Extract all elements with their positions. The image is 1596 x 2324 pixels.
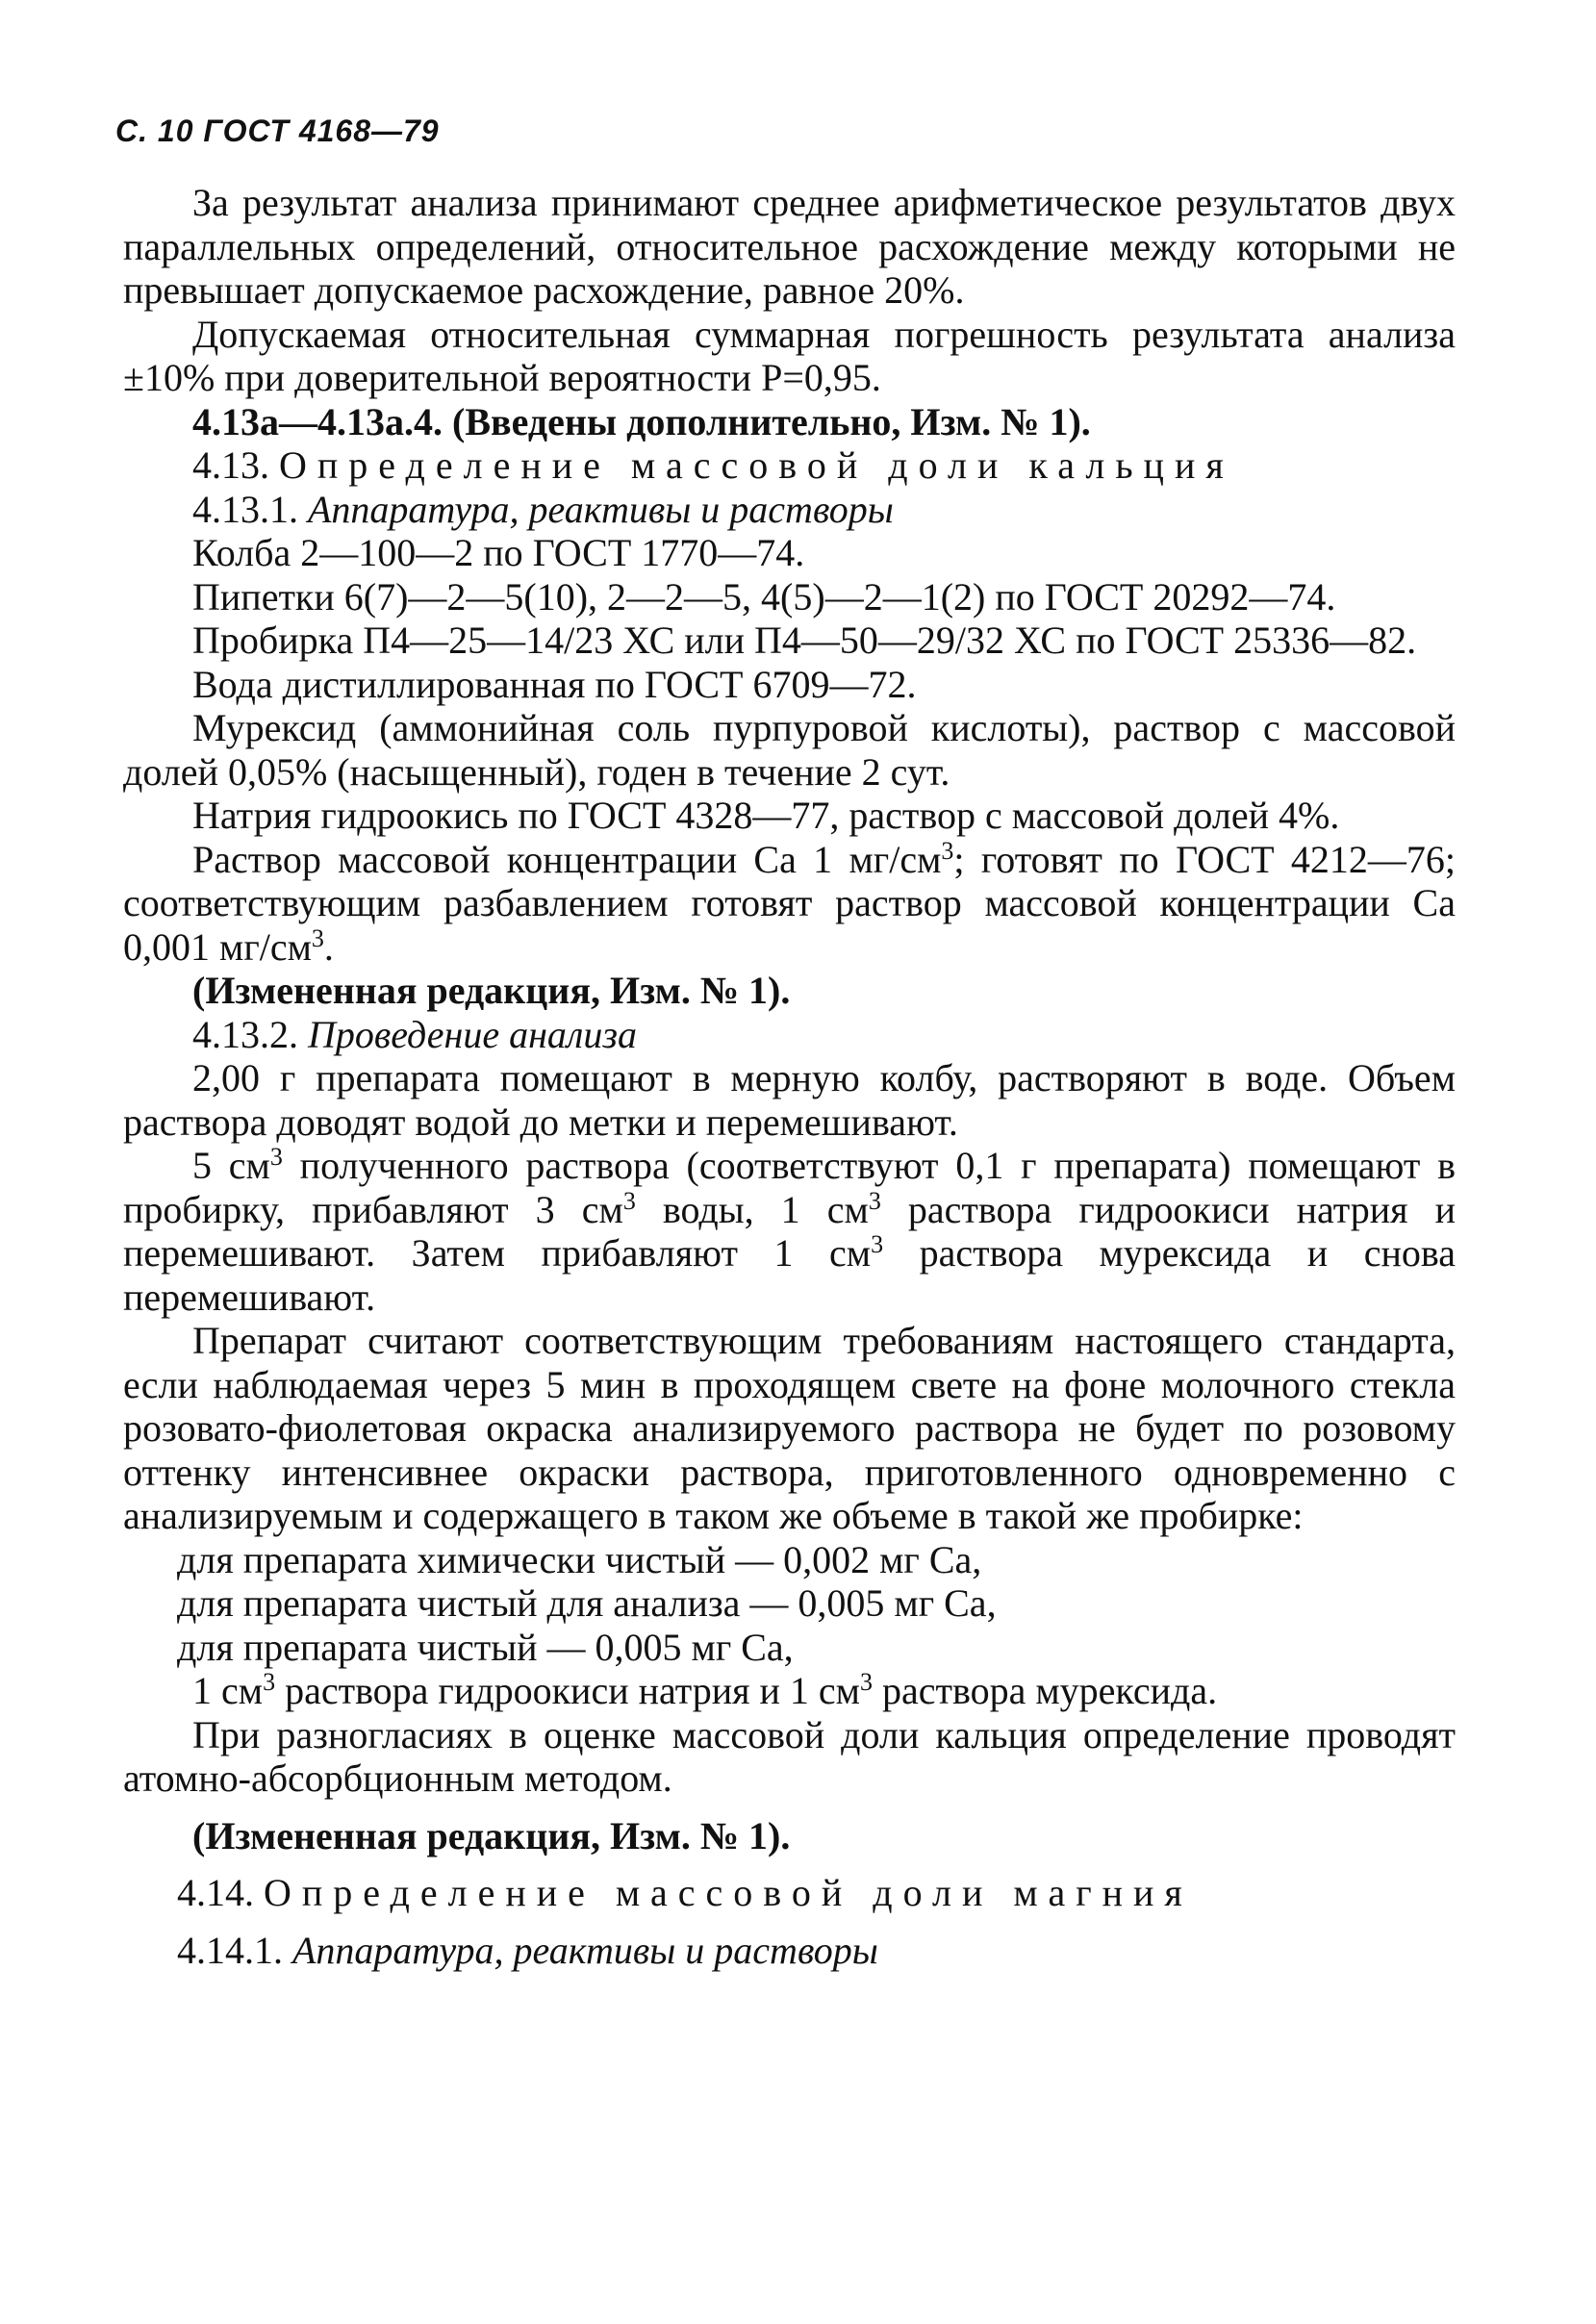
subsection-heading-4-13-2 — [123, 1013, 1456, 1057]
subsection-title: Аппаратура, реактивы и растворы — [292, 1928, 878, 1972]
paragraph-amendment-1 — [123, 969, 1456, 1013]
text-segment: раствора гидроокиси натрия и 1 см — [275, 1669, 860, 1712]
section-title: Определение массовой доли магния — [264, 1871, 1193, 1914]
paragraph-reagents — [123, 1669, 1456, 1713]
superscript: 3 — [859, 1668, 873, 1696]
section-title: Определение массовой доли кальция — [279, 443, 1234, 487]
paragraph-murexide: Мурексид (аммонийная соль пурпуровой кислоты), раствор с массовой долей 0,05% (насыщенный), годен в течение 2 сут. — [123, 706, 1456, 794]
text-segment: 1 см — [192, 1669, 264, 1712]
text-segment: . — [323, 924, 334, 969]
text-segment: раствора гидроокиси натрия и перемешивают. Затем прибавляют 1 см — [123, 1187, 1456, 1275]
list-item: для препарата химически чистый — 0,002 мг Са, — [177, 1537, 982, 1581]
subsection-number: 4.13.2. — [192, 1012, 298, 1056]
text-segment: раствора мурексида и снова перемешивают. — [123, 1231, 1456, 1319]
subsection-heading-4-13-1 — [123, 488, 1456, 532]
paragraph-disagreement: При разногласиях в оценке массовой доли кальция определение проводят атомно-абсорбционным методом. — [123, 1712, 1456, 1800]
paragraph-criteria: Препарат считают соответствующим требованиям настоящего стандарта, если наблюдаемая через 5 мин в проходящем свете на фоне молочного стекла розовато-фиолетовая окраска анализируемого раствора не будет по розовому оттенку интенсивнее окраски раствора, приготовленного одновременно с анализируемым и содержащего в таком же объеме в такой же пробирке: — [123, 1319, 1456, 1537]
amendment-text: (Измененная редакция, Изм. № 1). — [192, 1813, 791, 1857]
paragraph-sodium-hydroxide: Натрия гидроокись по ГОСТ 4328—77, раствор с массовой долей 4%. — [192, 794, 1340, 837]
superscript: 3 — [622, 1186, 636, 1215]
superscript: 3 — [263, 1668, 276, 1696]
text-segment: полученного раствора (соответствуют 0,1 г препарата) помещают в пробирку, прибавляют 3 см — [123, 1144, 1456, 1231]
paragraph-result: За результат анализа принимают среднее арифметическое результатов двух параллельных определений, относительное расхождение между которыми не превышает допускаемое расхождение, равное 20%. — [123, 181, 1456, 312]
section-heading-4-14 — [123, 1871, 1456, 1915]
paragraph-pipettes: Пипетки 6(7)—2—5(10), 2—2—5, 4(5)—2—1(2) по ГОСТ 20292—74. — [192, 574, 1336, 619]
paragraph-amendment-4-13a — [123, 400, 1456, 444]
section-number: 4.13. — [192, 443, 269, 487]
amendment-text: (Измененная редакция, Изм. № 1). — [192, 969, 791, 1012]
subsection-number: 4.14.1. — [177, 1928, 283, 1972]
paragraph-sample-prep: 2,00 г препарата помещают в мерную колбу, растворяют в воде. Объем раствора доводят водой до метки и перемешивают. — [123, 1056, 1456, 1144]
superscript: 3 — [311, 923, 324, 952]
superscript: 3 — [868, 1186, 881, 1215]
text-segment: раствора мурексида. — [872, 1669, 1218, 1712]
page-header: С. 10 ГОСТ 4168—79 — [115, 114, 440, 148]
superscript: 3 — [941, 836, 954, 865]
section-number: 4.14. — [177, 1871, 254, 1914]
superscript: 3 — [871, 1230, 884, 1258]
list-item: для препарата чистый — 0,005 мг Са, — [177, 1625, 794, 1669]
subsection-title: Аппаратура, реактивы и растворы — [308, 487, 894, 531]
paragraph-procedure — [123, 1144, 1456, 1319]
paragraph-test-tube: Пробирка П4—25—14/23 ХС или П4—50—29/32 ХС по ГОСТ 25336—82. — [192, 619, 1417, 662]
text-segment: 5 см — [192, 1144, 270, 1187]
amendment-text: 4.13а—4.13а.4. (Введены дополнительно, Изм. № 1). — [192, 399, 1091, 443]
subsection-heading-4-14-1 — [123, 1929, 1456, 1973]
paragraph-amendment-1-second — [123, 1814, 1456, 1858]
text-segment: ; готовят по ГОСТ 4212—76; соответствующим разбавлением готовят раствор массовой концентрации Са 0,001 мг/см — [123, 837, 1456, 969]
section-heading-4-13 — [123, 443, 1456, 488]
superscript: 3 — [269, 1143, 283, 1171]
text-segment: Раствор массовой концентрации Са 1 мг/см — [192, 837, 942, 881]
paragraph-water: Вода дистиллированная по ГОСТ 6709—72. — [192, 662, 917, 706]
subsection-title: Проведение анализа — [308, 1012, 637, 1056]
page-content — [123, 181, 1456, 1972]
paragraph-error: Допускаемая относительная суммарная погрешность результата анализа ±10% при доверительной вероятности P=0,95. — [123, 312, 1456, 399]
subsection-number: 4.13.1. — [192, 487, 298, 531]
paragraph-flask: Колба 2—100—2 по ГОСТ 1770—74. — [192, 531, 805, 574]
list-item: для препарата чистый для анализа — 0,005 мг Са, — [177, 1581, 997, 1625]
paragraph-calcium-solution — [123, 838, 1456, 970]
text-segment: воды, 1 см — [635, 1187, 869, 1231]
